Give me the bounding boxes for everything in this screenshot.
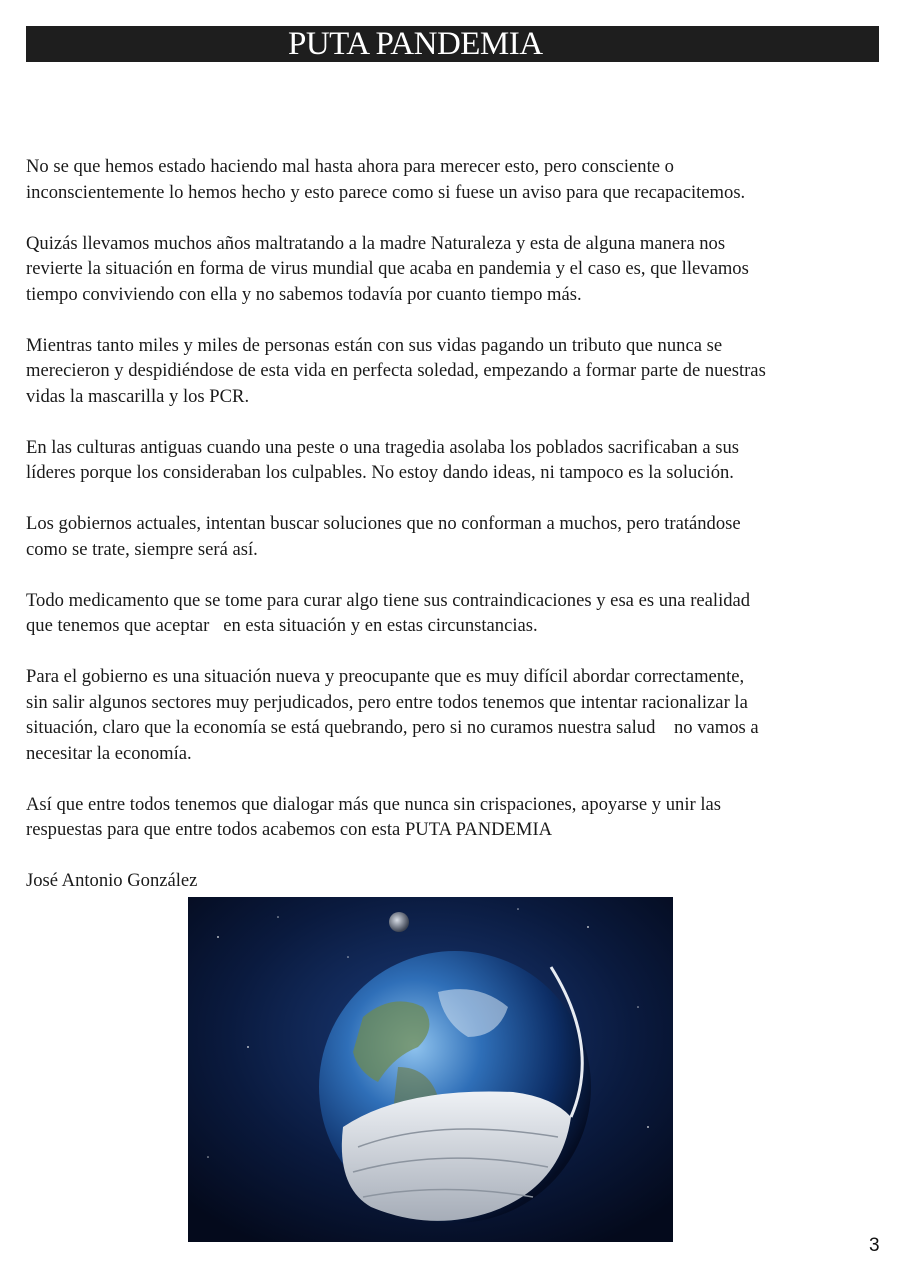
paragraph <box>26 664 886 766</box>
page-title: PUTA PANDEMIA <box>288 26 543 62</box>
text-line: líderes porque los consideraban los culpables. No estoy dando ideas, ni tampoco es la solución. <box>26 462 734 483</box>
text-line: En las culturas antiguas cuando una peste o una tragedia asolaba los poblados sacrificaban a sus <box>26 436 740 458</box>
paragraph <box>26 154 886 205</box>
text-line: Todo medicamento que se tome para curar algo tiene sus contraindicaciones y esa es una realidad <box>26 589 751 611</box>
paragraph <box>26 511 886 562</box>
text-line: respuestas para que entre todos acabemos con esta PUTA PANDEMIA <box>26 819 553 840</box>
article-body <box>26 154 886 894</box>
text-line: tiempo conviviendo con ella y no sabemos todavía por cuanto tiempo más. <box>26 283 582 305</box>
text-line: Los gobiernos actuales, intentan buscar soluciones que no conforman a muchos, pero tratándose <box>26 513 741 534</box>
text-line: No se que hemos estado haciendo mal hasta ahora para merecer esto, pero consciente o <box>26 156 674 177</box>
title-bar <box>26 26 879 62</box>
text-line: Quizás llevamos muchos años maltratando a la madre Naturaleza y esta de alguna manera nos <box>26 232 726 254</box>
text-line: Mientras tanto miles y miles de personas están con sus vidas pagando un tributo que nunca se <box>26 334 723 356</box>
paragraph <box>26 333 886 410</box>
text-line: vidas la mascarilla y los PCR. <box>26 385 250 407</box>
paragraph <box>26 231 886 308</box>
earth-with-mask-image <box>188 897 673 1242</box>
paragraph <box>26 435 886 486</box>
text-line: Así que entre todos tenemos que dialogar más que nunca sin crispaciones, apoyarse y unir las <box>26 793 722 815</box>
text-line: merecieron y despidiéndose de esta vida en perfecta soledad, empezando a formar parte de nuestras <box>26 360 766 381</box>
text-line: revierte la situación en forma de virus mundial que acaba en pandemia y el caso es, que llevamos <box>26 258 749 279</box>
text-line: necesitar la economía. <box>26 742 192 764</box>
text-line: inconscientemente lo hemos hecho y esto parece como si fuese un aviso para que recapacitemos. <box>26 181 746 203</box>
text-line: sin salir algunos sectores muy perjudicados, pero entre todos tenemos que intentar racionalizar la <box>26 691 748 713</box>
text-line: que tenemos que aceptar en esta situación y en estas circunstancias. <box>26 615 538 636</box>
paragraph <box>26 588 886 639</box>
text-line: como se trate, siempre será así. <box>26 538 258 560</box>
page-number: 3 <box>869 1235 880 1256</box>
text-line: situación, claro que la economía se está quebrando, pero si no curamos nuestra salud no vamos a <box>26 717 759 738</box>
text-line: Para el gobierno es una situación nueva y preocupante que es muy difícil abordar correctamente, <box>26 666 745 687</box>
paragraph <box>26 792 886 843</box>
author-signature: José Antonio González <box>26 870 198 891</box>
